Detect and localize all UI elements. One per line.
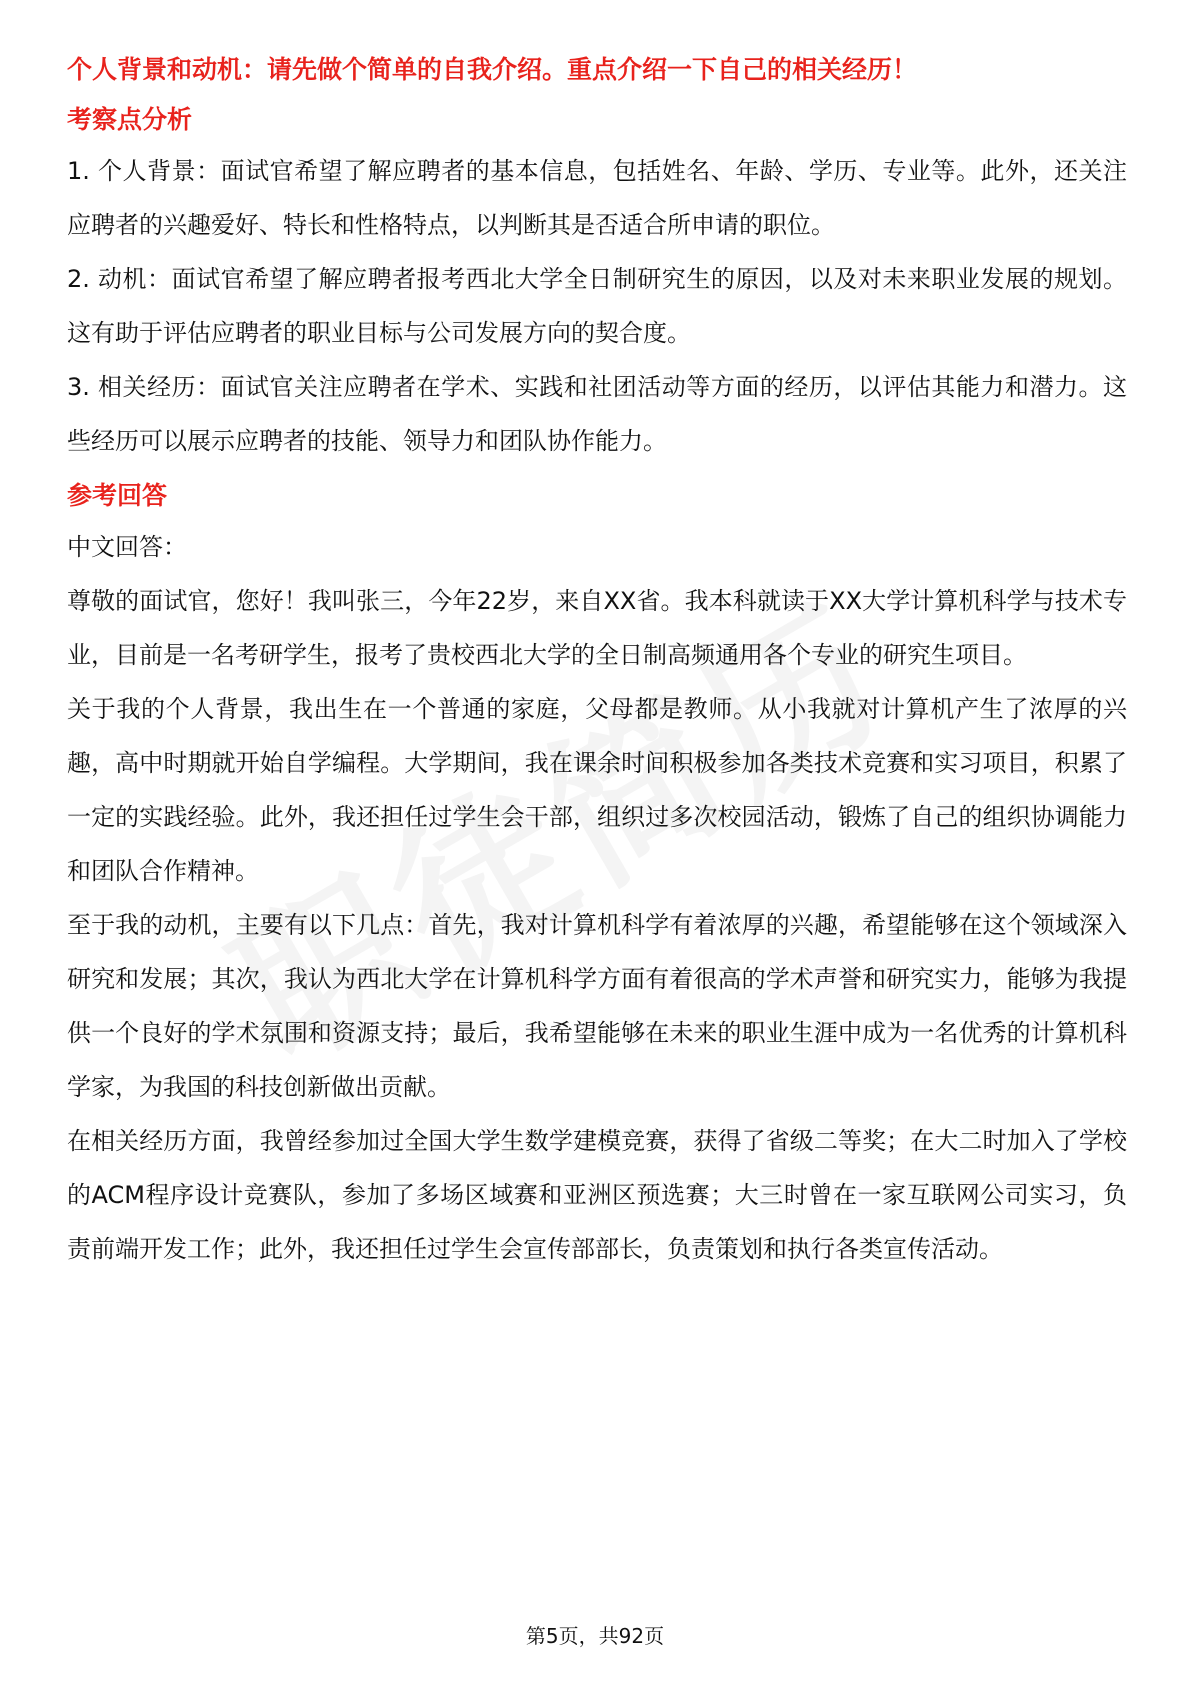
answer-label: 中文回答： [67,533,187,561]
answer-paragraph: 至于我的动机，主要有以下几点：首先，我对计算机科学有着浓厚的兴趣，希望能够在这个领域深入研究和发展；其次，我认为西北大学在计算机科学方面有着很高的学术声誉和研究实力，能够为我提供一个良好的学术氛围和资源支持；最后，我希望能够在未来的职业生涯中成为一名优秀的计算机科学家，为我国的科技创新做出贡献。 [67,911,1127,1101]
answer-heading: 参考回答 [67,481,168,510]
answer-paragraph: 在相关经历方面，我曾经参加过全国大学生数学建模竞赛，获得了省级二等奖；在大二时加入了学校的ACM程序设计竞赛队，参加了多场区域赛和亚洲区预选赛；大三时曾在一家互联网公司实习，负责前端开发工作；此外，我还担任过学生会宣传部部长，负责策划和执行各类宣传活动。 [67,1127,1127,1263]
analysis-point: 2. 动机：面试官希望了解应聘者报考西北大学全日制研究生的原因，以及对未来职业发展的规划。这有助于评估应聘者的职业目标与公司发展方向的契合度。 [67,265,1127,347]
page-number: 第5页，共92页 [525,1624,665,1648]
answer-paragraph: 尊敬的面试官，您好！我叫张三，今年22岁，来自XX省。我本科就读于XX大学计算机科学与技术专业，目前是一名考研学生，报考了贵校西北大学的全日制高频通用各个专业的研究生项目。 [67,587,1127,669]
page-content [67,52,1127,1276]
analysis-point: 3. 相关经历：面试官关注应聘者在学术、实践和社团活动等方面的经历，以评估其能力和潜力。这些经历可以展示应聘者的技能、领导力和团队协作能力。 [67,373,1127,455]
analysis-heading: 考察点分析 [67,105,193,134]
analysis-point: 1. 个人背景：面试官希望了解应聘者的基本信息，包括姓名、年龄、学历、专业等。此外，还关注应聘者的兴趣爱好、特长和性格特点，以判断其是否适合所申请的职位。 [67,157,1127,239]
answer-paragraph: 关于我的个人背景，我出生在一个普通的家庭，父母都是教师。从小我就对计算机产生了浓厚的兴趣，高中时期就开始自学编程。大学期间，我在课余时间积极参加各类技术竞赛和实习项目，积累了一定的实践经验。此外，我还担任过学生会干部，组织过多次校园活动，锻炼了自己的组织协调能力和团队合作精神。 [67,695,1127,885]
question-title: 个人背景和动机：请先做个简单的自我介绍。重点介绍一下自己的相关经历！ [67,55,918,84]
